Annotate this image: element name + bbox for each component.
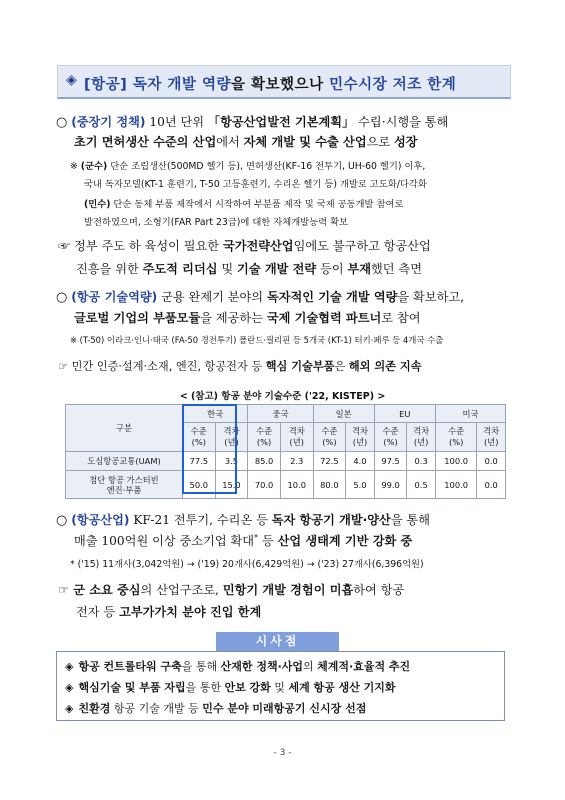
table-cell: 0.5 [407, 471, 436, 499]
diamond-bullet-icon: ◈ [65, 681, 74, 694]
table-caption: < (참고) 항공 분야 기술수준 ('22, KISTEP) > [179, 391, 386, 402]
military-note-line1: ※ (군수) 단순 조립생산(500MD 헬기 등), 면허생산(KF-16 전투기, UH-60 헬기) 이후, [70, 161, 426, 172]
policy-paragraph-line2: 초기 면허생산 수준의 산업에서 자체 개발 및 수출 산업으로 성장 [74, 135, 418, 149]
pointing-hand-icon: ☞ [58, 583, 69, 597]
sub-header: 수준 (%) [313, 423, 346, 452]
table-cell: 97.5 [374, 452, 407, 471]
civil-note-line2: 발전하였으며, 소형기(FAR Part 23급)에 대한 자체개발능력 확보 [84, 217, 349, 228]
table-cell: 0.3 [407, 452, 436, 471]
col-country: 한국 [183, 405, 248, 423]
col-country: 중국 [248, 405, 313, 423]
table-cell: 70.0 [248, 471, 281, 499]
sme-growth-note: * ('15) 11개사(3,042억원) → ('19) 20개사(6,429억원) → ('23) 27개사(6,396억원) [70, 559, 424, 570]
row-label: 첨단 항공 가스터빈 엔진·부품 [66, 471, 183, 499]
implication-line1: ☞ 정부 주도 하 육성이 필요한 국가전략산업임에도 불구하고 항공산업 [58, 239, 431, 253]
military-note-line2: 국내 독자모델(KT-1 훈련기, T-50 고등훈련기, 수리온 헬기 등) 개발로 고도화/다각화 [84, 179, 427, 190]
circle-bullet-icon: ○ [56, 290, 68, 305]
row-label: 도심항공교통(UAM) [66, 452, 183, 471]
policy-paragraph-line1: ○ (중장기 정책) 10년 단위 「항공산업발전 기본계획」 수립·시행을 통해 [56, 115, 449, 130]
implication-item: ◈ 핵심기술 및 부품 자립을 통한 안보 강화 및 세계 항공 생산 기지화 [65, 681, 396, 694]
pointing-hand-icon: ☞ [58, 360, 69, 373]
industry-paragraph-line1: ○ (항공산업) KF-21 전투기, 수리온 등 독자 항공기 개발·양산을 통해 [56, 513, 431, 528]
tech-level-table [65, 404, 506, 499]
table-row [66, 452, 506, 471]
table-cell: 0.0 [477, 471, 506, 499]
table-corner: 구분 [66, 405, 183, 452]
col-country: 일본 [313, 405, 374, 423]
circle-bullet-icon: ○ [56, 513, 68, 528]
structure-limit-line1: ☞ 군 소요 중심의 산업구조로, 민항기 개발 경험이 미흡하여 항공 [58, 583, 405, 597]
sub-header: 수준 (%) [183, 423, 216, 452]
export-note: ※ (T-50) 이라크·인니·태국 (FA-50 경전투기) 폴란드·필리핀 등 5개국 (KT-1) 터키·페루 등 4개국 수출 [70, 335, 444, 345]
col-country: EU [374, 405, 435, 423]
implications-tag: 시사점 [216, 632, 339, 651]
diamond-bullet-icon: ◈ [66, 72, 77, 88]
table-cell: 15.0 [215, 471, 248, 499]
circle-bullet-icon: ○ [56, 115, 68, 130]
implication-item: ◈ 항공 컨트롤타워 구축을 통해 산재한 정책·사업의 체계적·효율적 추진 [65, 660, 411, 673]
section-title: [항공] 독자 개발 역량을 확보했으나 민수시장 저조 한계 [84, 77, 457, 93]
implication-line2: 진흥을 위한 주도적 리더십 및 기술 개발 전략 등이 부재했던 측면 [76, 262, 422, 276]
structure-limit-line2: 전자 등 고부가가치 분야 진입 한계 [76, 605, 262, 619]
tech-paragraph-line2: 글로벌 기업의 부품모듈을 제공하는 국제 기술협력 파트너로 참여 [74, 311, 421, 325]
diamond-bullet-icon: ◈ [65, 660, 74, 673]
table-cell: 3.5 [215, 452, 248, 471]
industry-paragraph-line2: 매출 100억원 이상 중소기업 확대* 등 산업 생태계 기반 강화 중 [74, 532, 413, 548]
diamond-bullet-icon: ◈ [65, 702, 74, 715]
section-title-banner [57, 65, 511, 99]
table-cell: 4.0 [346, 452, 375, 471]
sub-header: 수준 (%) [435, 423, 476, 452]
dependence-line: ☞ 민간 인증·설계·소재, 엔진, 항공전자 등 핵심 기술부품은 해외 의존 지속 [58, 360, 422, 373]
civil-note-line1: (민수) 단순 동체 부품 제작에서 시작하여 부분품 제작 및 국제 공동개발 참여로 [84, 199, 404, 210]
sub-header: 수준 (%) [374, 423, 407, 452]
col-country: 미국 [435, 405, 505, 423]
table-cell: 100.0 [435, 452, 476, 471]
table-cell: 72.5 [313, 452, 346, 471]
pointing-hand-icon: ☞ [58, 239, 71, 253]
table-cell: 5.0 [346, 471, 375, 499]
sub-header: 수준 (%) [248, 423, 281, 452]
implication-item: ◈ 친환경 항공 기술 개발 등 민수 분야 미래항공기 신시장 선점 [65, 702, 367, 715]
page-number: - 3 - [273, 748, 292, 758]
sub-header: 격차 (년) [477, 423, 506, 452]
table-cell: 0.0 [477, 452, 506, 471]
table-cell: 80.0 [313, 471, 346, 499]
table-row [66, 471, 506, 499]
tech-paragraph-line1: ○ (항공 기술역량) 군용 완제기 분야의 독자적인 기술 개발 역량을 확보하고, [56, 290, 465, 305]
table-cell: 100.0 [435, 471, 476, 499]
implications-box [56, 651, 505, 721]
sub-header: 격차 (년) [407, 423, 436, 452]
table-cell: 2.3 [280, 452, 313, 471]
sub-header: 격차 (년) [280, 423, 313, 452]
sub-header: 격차 (년) [215, 423, 248, 452]
table-cell: 77.5 [183, 452, 216, 471]
table-cell: 85.0 [248, 452, 281, 471]
table-cell: 99.0 [374, 471, 407, 499]
sub-header: 격차 (년) [346, 423, 375, 452]
table-cell: 10.0 [280, 471, 313, 499]
table-cell: 50.0 [183, 471, 216, 499]
